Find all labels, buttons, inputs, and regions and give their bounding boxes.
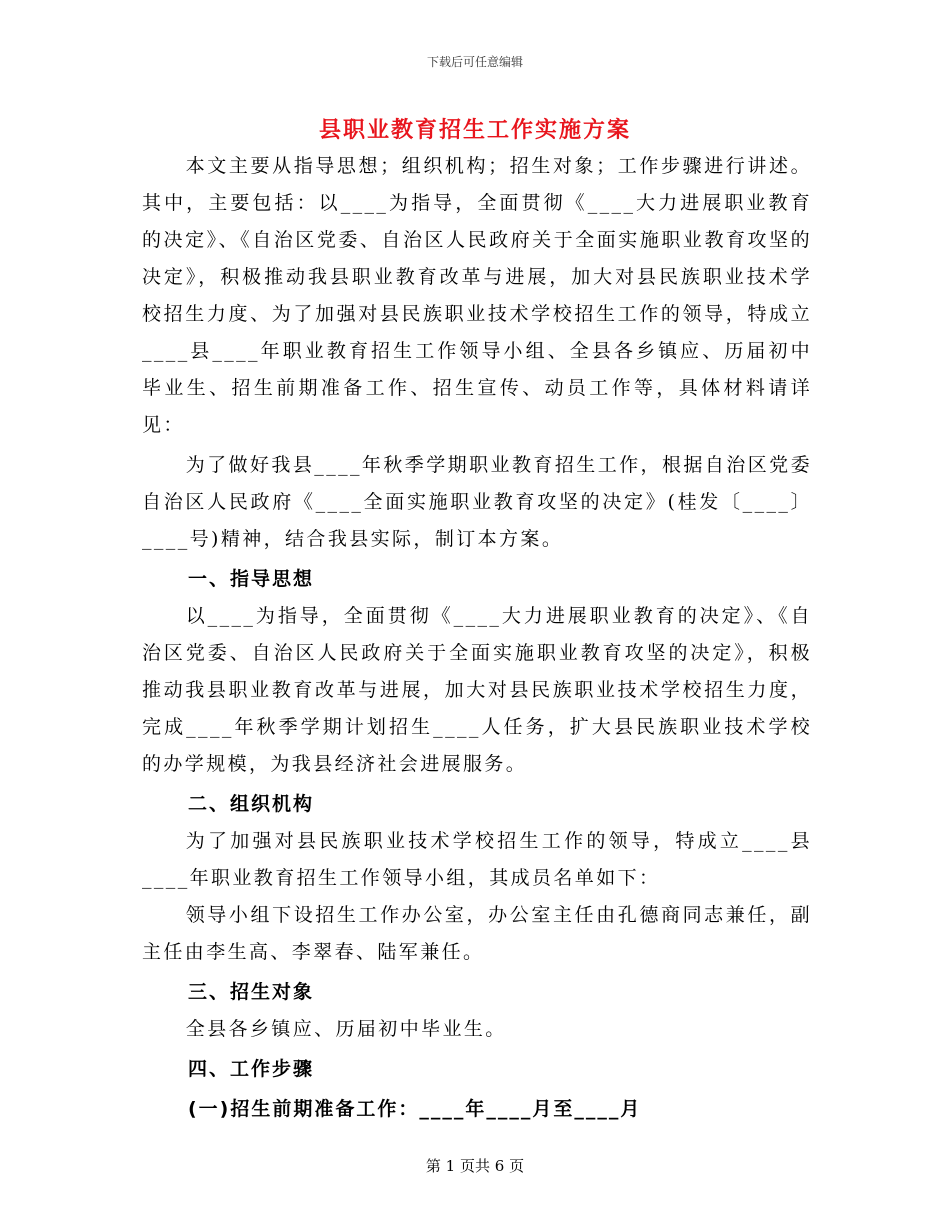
- section-paragraph: 领导小组下设招生工作办公室，办公室主任由孔德商同志兼任，副主任由李生高、李翠春、陆军兼任。: [142, 904, 812, 963]
- section-paragraph: 为了加强对县民族职业技术学校招生工作的领导，特成立____县____年职业教育招生工作领导小组，其成员名单如下：: [142, 830, 812, 889]
- subsection-heading: (一)招生前期准备工作：____年____月至____月: [188, 1098, 642, 1120]
- section-heading: 三、招生对象: [188, 981, 315, 1003]
- document-body: [142, 148, 812, 1128]
- section-paragraph: 全县各乡镇应、历届初中毕业生。: [185, 1018, 507, 1040]
- section-heading: 二、组织机构: [188, 793, 315, 815]
- document-title: 县职业教育招生工作实施方案: [318, 118, 631, 143]
- intro-paragraph: 为了做好我县____年秋季学期职业教育招生工作，根据自治区党委自治区人民政府《____全面实施职业教育攻坚的决定》(桂发〔____〕____号)精神，结合我县实际，制订本方案。: [142, 454, 812, 550]
- page-header: 下载后可任意编辑: [426, 55, 523, 69]
- section-paragraph: 以____为指导，全面贯彻《____大力进展职业教育的决定》、《自治区党委、自治区人民政府关于全面实施职业教育攻坚的决定》，积极推动我县职业教育改革与进展，加大对县民族职业技术学校招生力度，完成____年秋季学期计划招生____人任务，扩大县民族职业技术学校的办学规模，为我县经济社会进展服务。: [142, 605, 812, 775]
- section-heading: 一、指导思想: [188, 568, 315, 590]
- section-heading: 四、工作步骤: [188, 1058, 315, 1080]
- page-footer: 第 1 页共 6 页: [425, 1157, 525, 1175]
- summary-paragraph: 本文主要从指导思想；组织机构；招生对象；工作步骤进行讲述。其中，主要包括：以____为指导，全面贯彻《____大力进展职业教育的决定》、《自治区党委、自治区人民政府关于全面实施职业教育攻坚的决定》，积极推动我县职业教育改革与进展，加大对县民族职业技术学校招生力度、为了加强对县民族职业技术学校招生工作的领导，特成立____县____年职业教育招生工作领导小组、全县各乡镇应、历届初中毕业生、招生前期准备工作、招生宣传、动员工作等，具体材料请详见：: [142, 155, 812, 436]
